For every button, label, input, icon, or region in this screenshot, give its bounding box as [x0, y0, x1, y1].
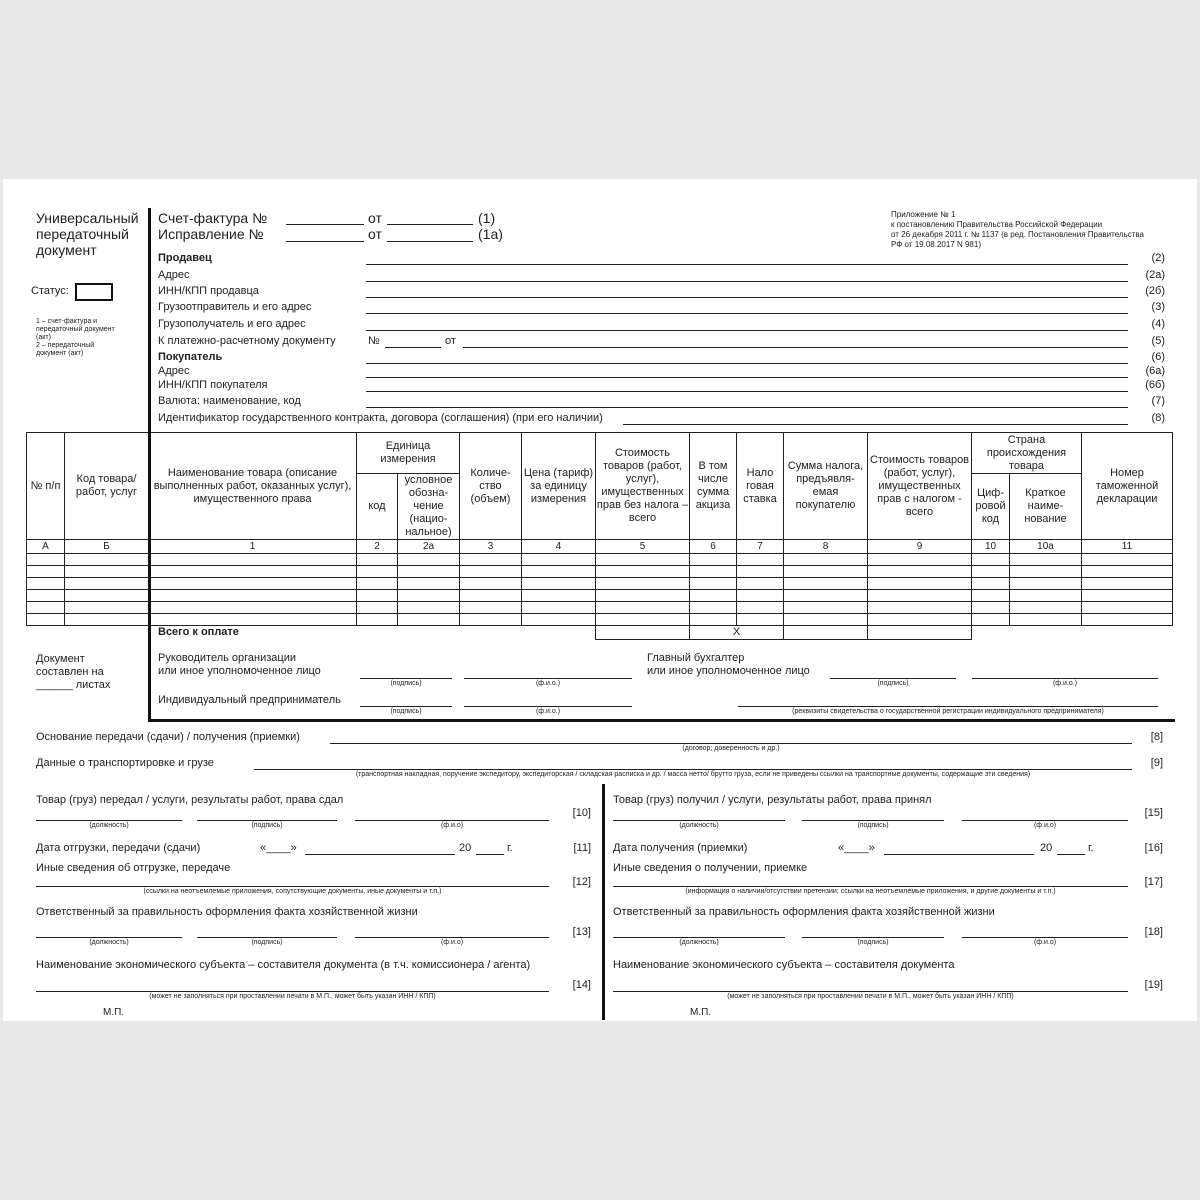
- received-sign-caption: (подпись): [857, 822, 889, 829]
- table-cell[interactable]: [65, 590, 149, 602]
- table-cell[interactable]: [65, 614, 149, 626]
- seller-row-field[interactable]: [366, 264, 1128, 265]
- table-cell[interactable]: [596, 554, 690, 566]
- table-cell[interactable]: [398, 614, 460, 626]
- th-customs-decl: Номер таможенной декларации: [1082, 433, 1173, 540]
- table-cell[interactable]: [27, 566, 65, 578]
- table-cell[interactable]: [784, 578, 868, 590]
- field-num-15: [15]: [1144, 807, 1163, 819]
- left-stamp-place: М.П.: [103, 1007, 125, 1018]
- recv-date-year-prefix: 20: [1040, 842, 1053, 854]
- seller-row-field[interactable]: [623, 424, 1128, 425]
- table-cell[interactable]: [1010, 578, 1082, 590]
- other-recv-caption: (информация о наличии/отсутствии претензии; ссылки на неотъемлемые приложения, и другие документы и т.п.): [685, 888, 1056, 895]
- column-number: 10а: [1010, 540, 1082, 554]
- ship-date-day[interactable]: «____»: [260, 842, 297, 854]
- seller-row-label: Адрес: [158, 365, 190, 377]
- handed-fio-caption: (ф.и.о): [440, 822, 464, 829]
- right-resp-position-field[interactable]: [613, 937, 785, 938]
- table-cell[interactable]: [972, 614, 1010, 626]
- seller-row-num: (3): [1151, 301, 1165, 313]
- table-cell[interactable]: [737, 602, 784, 614]
- field-num-16: [16]: [1144, 842, 1163, 854]
- ip-sign-caption: (подпись): [390, 708, 422, 715]
- seller-row-field[interactable]: [366, 313, 1128, 314]
- seller-row-num: (6б): [1145, 379, 1165, 391]
- table-cell[interactable]: [737, 590, 784, 602]
- table-cell[interactable]: [149, 554, 357, 566]
- table-cell[interactable]: [460, 614, 522, 626]
- field-num-8: [8]: [1150, 731, 1163, 743]
- table-cell[interactable]: [27, 602, 65, 614]
- table-cell[interactable]: [398, 566, 460, 578]
- seller-row-label: Грузополучатель и его адрес: [158, 318, 306, 330]
- table-cell[interactable]: [27, 578, 65, 590]
- th-product-code: Код товара/ работ, услуг: [65, 433, 149, 540]
- table-cell[interactable]: [1082, 554, 1173, 566]
- column-number: 9: [868, 540, 972, 554]
- column-number: 6: [690, 540, 737, 554]
- header-divider-bar: [148, 208, 151, 433]
- seller-row-label: Продавец: [158, 252, 212, 264]
- seller-row-num: (7): [1151, 395, 1165, 407]
- table-cell[interactable]: [522, 602, 596, 614]
- other-recv-field[interactable]: [613, 886, 1128, 887]
- table-cell[interactable]: [398, 578, 460, 590]
- table-cell[interactable]: [1010, 614, 1082, 626]
- seller-row-field[interactable]: [366, 391, 1128, 392]
- table-cell[interactable]: [460, 566, 522, 578]
- right-resp-position-caption: (должность): [679, 939, 719, 946]
- ip-label: Индивидуальный предприниматель: [158, 694, 341, 706]
- table-cell[interactable]: [65, 554, 149, 566]
- column-number: Б: [65, 540, 149, 554]
- right-resp-fio-caption: (ф.и.о): [1033, 939, 1057, 946]
- column-number: 2а: [398, 540, 460, 554]
- correction-from-label: от: [368, 226, 382, 242]
- right-resp-fio-field[interactable]: [962, 937, 1128, 938]
- chief-accountant-label: Главный бухгалтер или иное уполномоченное лицо: [647, 652, 810, 677]
- other-recv-label: Иные сведения о получении, приемке: [613, 862, 808, 874]
- seller-row-num: (6а): [1145, 365, 1165, 377]
- left-entity-label: Наименование экономического субъекта – составителя документа (в т.ч. комиссионера / агента): [36, 959, 531, 971]
- payment-doc-from-label: от: [445, 335, 456, 347]
- table-row: [27, 590, 1173, 602]
- center-divider-bar: [602, 784, 605, 1020]
- table-cell[interactable]: [690, 602, 737, 614]
- table-cell[interactable]: [460, 578, 522, 590]
- table-cell[interactable]: [27, 590, 65, 602]
- table-cell[interactable]: [596, 578, 690, 590]
- recv-date-label: Дата получения (приемки): [613, 842, 748, 854]
- th-unit: Единица измерения: [357, 433, 460, 474]
- column-number: 4: [522, 540, 596, 554]
- th-row-num: № п/п: [27, 433, 65, 540]
- table-row: [27, 578, 1173, 590]
- ip-fio-caption: (ф.и.о.): [535, 708, 561, 715]
- seller-row-num: (2б): [1145, 285, 1165, 297]
- right-resp-sign-caption: (подпись): [857, 939, 889, 946]
- left-resp-sign-field[interactable]: [197, 937, 337, 938]
- received-position-caption: (должность): [679, 822, 719, 829]
- table-cell[interactable]: [868, 614, 972, 626]
- table-cell[interactable]: [357, 554, 398, 566]
- table-cell[interactable]: [868, 602, 972, 614]
- seller-row-field[interactable]: [366, 377, 1128, 378]
- table-cell[interactable]: [27, 614, 65, 626]
- document-title: Универсальный передаточный документ: [36, 210, 139, 258]
- table-cell[interactable]: [737, 578, 784, 590]
- total-excise: Х: [690, 626, 784, 640]
- invoice-number-field[interactable]: [286, 224, 364, 225]
- right-entity-caption: (может не заполняться при проставлении печати в М.П., может быть указан ИНН / КПП): [727, 993, 1014, 1000]
- handed-position-field[interactable]: [36, 820, 182, 821]
- table-cell[interactable]: [460, 554, 522, 566]
- table-cell[interactable]: [737, 614, 784, 626]
- transport-caption: (транспортная накладная, поручение экспедитору, экспедиторская / складская расписка и др. / масса нетто/ брутто груза, если не приведены ссылки на транспортные документы, содержащие эти сведения): [355, 771, 1031, 778]
- table-cell[interactable]: [596, 590, 690, 602]
- table-cell[interactable]: [522, 614, 596, 626]
- table-cell[interactable]: [972, 590, 1010, 602]
- table-cell[interactable]: [690, 554, 737, 566]
- table-cell[interactable]: [784, 614, 868, 626]
- column-numbers-row: [27, 540, 1173, 554]
- recv-date-day[interactable]: «____»: [838, 842, 875, 854]
- seller-row-field[interactable]: [366, 363, 1128, 364]
- received-fio-caption: (ф.и.о): [1033, 822, 1057, 829]
- th-tax-rate: Нало говая ставка: [737, 433, 784, 540]
- right-resp-label: Ответственный за правильность оформления факта хозяйственной жизни: [613, 906, 995, 918]
- right-entity-label: Наименование экономического субъекта – составителя документа: [613, 959, 955, 971]
- seller-row-field[interactable]: [366, 407, 1128, 408]
- status-notes: 1 – счет-фактура и передаточный документ (акт) 2 – передаточный документ (акт): [36, 318, 115, 357]
- seller-row-field[interactable]: [366, 281, 1128, 282]
- column-number: 8: [784, 540, 868, 554]
- received-position-field[interactable]: [613, 820, 785, 821]
- th-price: Цена (тариф) за единицу измерения: [522, 433, 596, 540]
- th-country-name: Краткое наиме- нование: [1010, 474, 1082, 540]
- table-row: [27, 554, 1173, 566]
- table-cell[interactable]: [972, 578, 1010, 590]
- table-cell[interactable]: [149, 578, 357, 590]
- table-cell[interactable]: [690, 590, 737, 602]
- status-box[interactable]: [75, 283, 113, 301]
- table-cell[interactable]: [784, 566, 868, 578]
- accountant-fio-field[interactable]: [972, 678, 1158, 679]
- seller-row-label: ИНН/КПП продавца: [158, 285, 259, 297]
- received-fio-field[interactable]: [962, 820, 1128, 821]
- table-cell[interactable]: [357, 614, 398, 626]
- table-row: [27, 566, 1173, 578]
- table-cell[interactable]: [784, 602, 868, 614]
- table-cell[interactable]: [149, 614, 357, 626]
- column-number: 1: [149, 540, 357, 554]
- doc-compiled-sheets: Документ составлен на ______ листах: [36, 653, 111, 691]
- seller-row-num: (5): [1151, 335, 1165, 347]
- field-num-9: [9]: [1150, 757, 1163, 769]
- table-cell[interactable]: [1082, 566, 1173, 578]
- invoice-date-field[interactable]: [387, 224, 473, 225]
- handed-fio-field[interactable]: [355, 820, 549, 821]
- field-num-13: [13]: [572, 926, 591, 938]
- received-sign-field[interactable]: [802, 820, 944, 821]
- table-cell[interactable]: [1082, 614, 1173, 626]
- ship-date-year-prefix: 20: [459, 842, 472, 854]
- table-cell[interactable]: [1010, 602, 1082, 614]
- ship-date-month-field[interactable]: [305, 854, 455, 855]
- handed-position-caption: (должность): [89, 822, 129, 829]
- th-tax-sum: Сумма налога, предъявля- емая покупателю: [784, 433, 868, 540]
- recv-date-month-field[interactable]: [884, 854, 1034, 855]
- field-num-1a: (1а): [478, 226, 503, 242]
- table-cell[interactable]: [868, 590, 972, 602]
- table-cell[interactable]: [149, 590, 357, 602]
- upd-form-sheet: [3, 179, 1197, 1021]
- items-table: [26, 432, 1173, 640]
- table-cell[interactable]: [737, 566, 784, 578]
- seller-row-label: ИНН/КПП покупателя: [158, 379, 268, 391]
- th-country: Страна происхождения товара: [972, 433, 1082, 474]
- invoice-from-label: от: [368, 210, 382, 226]
- field-num-17: [17]: [1144, 876, 1163, 888]
- status-label: Статус:: [31, 285, 69, 297]
- column-number: 10: [972, 540, 1010, 554]
- column-number: 5: [596, 540, 690, 554]
- field-num-11: [11]: [573, 842, 591, 854]
- left-resp-sign-caption: (подпись): [251, 939, 283, 946]
- ip-fio-field[interactable]: [464, 706, 632, 707]
- other-ship-caption: (ссылки на неотъемлемые приложения, сопутствующие документы, иные документы и т.п.): [143, 888, 442, 895]
- column-number: 3: [460, 540, 522, 554]
- table-cell[interactable]: [65, 566, 149, 578]
- th-cost-with-tax: Стоимость товаров (работ, услуг), имущественных прав с налогом - всего: [868, 433, 972, 540]
- handed-label: Товар (груз) передал / услуги, результаты работ, права сдал: [36, 794, 344, 806]
- seller-row-num: (2а): [1145, 269, 1165, 281]
- table-cell[interactable]: [690, 614, 737, 626]
- table-cell[interactable]: [1082, 578, 1173, 590]
- table-cell[interactable]: [868, 566, 972, 578]
- payment-doc-number-field[interactable]: [385, 347, 441, 348]
- right-entity-field[interactable]: [613, 991, 1128, 992]
- table-row: [27, 614, 1173, 626]
- other-ship-label: Иные сведения об отгрузке, передаче: [36, 862, 231, 874]
- ip-sign-field[interactable]: [360, 706, 452, 707]
- transfer-basis-field[interactable]: [330, 743, 1132, 744]
- table-cell[interactable]: [784, 590, 868, 602]
- table-cell[interactable]: [596, 566, 690, 578]
- table-cell[interactable]: [868, 578, 972, 590]
- seller-row-field[interactable]: [463, 347, 1128, 348]
- ship-date-year-field[interactable]: [476, 854, 504, 855]
- total-row: [27, 626, 1173, 640]
- field-num-1: (1): [478, 210, 496, 226]
- left-resp-position-caption: (должность): [89, 939, 129, 946]
- column-number: 11: [1082, 540, 1173, 554]
- table-cell[interactable]: [784, 554, 868, 566]
- th-quantity: Количе- ство (объем): [460, 433, 522, 540]
- table-cell[interactable]: [522, 578, 596, 590]
- head-org-label: Руководитель организации или иное уполномоченное лицо: [158, 652, 321, 677]
- right-resp-sign-field[interactable]: [802, 937, 944, 938]
- handed-sign-caption: (подпись): [251, 822, 283, 829]
- handed-sign-field[interactable]: [197, 820, 337, 821]
- table-cell[interactable]: [1010, 566, 1082, 578]
- ship-date-year-suffix: г.: [507, 842, 513, 854]
- table-cell[interactable]: [972, 554, 1010, 566]
- table-cell[interactable]: [868, 554, 972, 566]
- correction-label: Исправление №: [158, 226, 264, 242]
- total-cost-no-tax[interactable]: [596, 626, 690, 640]
- table-cell[interactable]: [398, 554, 460, 566]
- total-cost-with-tax[interactable]: [868, 626, 972, 640]
- table-cell[interactable]: [522, 590, 596, 602]
- column-number: 7: [737, 540, 784, 554]
- right-stamp-place: М.П.: [690, 1007, 712, 1018]
- column-number: А: [27, 540, 65, 554]
- seller-row-num: (8): [1151, 412, 1165, 424]
- signature-divider-bar: [148, 432, 151, 722]
- table-cell[interactable]: [398, 602, 460, 614]
- table-cell[interactable]: [1082, 602, 1173, 614]
- table-cell[interactable]: [149, 566, 357, 578]
- invoice-label: Счет-фактура №: [158, 210, 268, 226]
- table-cell[interactable]: [357, 566, 398, 578]
- head-sign-caption: (подпись): [390, 680, 422, 687]
- table-cell[interactable]: [460, 590, 522, 602]
- th-country-code: Циф- ровой код: [972, 474, 1010, 540]
- table-cell[interactable]: [522, 566, 596, 578]
- table-cell[interactable]: [357, 578, 398, 590]
- head-fio-caption: (ф.и.о.): [535, 680, 561, 687]
- table-cell[interactable]: [27, 554, 65, 566]
- table-cell[interactable]: [522, 554, 596, 566]
- left-resp-fio-caption: (ф.и.о): [440, 939, 464, 946]
- seller-row-label: Адрес: [158, 269, 190, 281]
- accountant-sign-caption: (подпись): [877, 680, 909, 687]
- table-cell[interactable]: [1010, 590, 1082, 602]
- left-entity-field[interactable]: [36, 991, 549, 992]
- table-cell[interactable]: [972, 602, 1010, 614]
- appendix-note: Приложение № 1 к постановлению Правительства Российской Федерации от 26 декабря 2011 г. № 1137 (в ред. Постановления Правительства РФ от 19.08.2017 N 981): [891, 210, 1144, 249]
- transport-field[interactable]: [254, 769, 1132, 770]
- field-num-18: [18]: [1144, 926, 1163, 938]
- correction-number-field[interactable]: [286, 241, 364, 242]
- correction-date-field[interactable]: [387, 241, 473, 242]
- table-cell[interactable]: [690, 578, 737, 590]
- head-fio-field[interactable]: [464, 678, 632, 679]
- accountant-fio-caption: (ф.и.о.): [1052, 680, 1078, 687]
- seller-row-label: Грузоотправитель и его адрес: [158, 301, 312, 313]
- th-unit-code: код: [357, 474, 398, 540]
- received-label: Товар (груз) получил / услуги, результаты работ, права принял: [613, 794, 932, 806]
- transport-label: Данные о транспортировке и грузе: [36, 757, 214, 769]
- left-resp-fio-field[interactable]: [355, 937, 549, 938]
- th-product-name: Наименование товара (описание выполненных работ, оказанных услуг), имущественного права: [149, 433, 357, 540]
- recv-date-year-field[interactable]: [1057, 854, 1085, 855]
- ship-date-label: Дата отгрузки, передачи (сдачи): [36, 842, 201, 854]
- table-cell[interactable]: [65, 602, 149, 614]
- seller-row-num: (4): [1151, 318, 1165, 330]
- table-cell[interactable]: [1082, 590, 1173, 602]
- table-cell[interactable]: [460, 602, 522, 614]
- table-cell[interactable]: [596, 602, 690, 614]
- seller-row-num: (6): [1151, 351, 1165, 363]
- table-cell[interactable]: [690, 566, 737, 578]
- head-sign-field[interactable]: [360, 678, 452, 679]
- seller-row-field[interactable]: [366, 330, 1128, 331]
- transfer-basis-caption: (договор; доверенность и др.): [682, 745, 780, 752]
- table-row: [27, 602, 1173, 614]
- field-num-10: [10]: [572, 807, 591, 819]
- field-num-14: [14]: [572, 979, 591, 991]
- recv-date-year-suffix: г.: [1088, 842, 1094, 854]
- ip-registration-caption: (реквизиты свидетельства о государственной регистрации индивидуального предпринимателя): [792, 708, 1104, 715]
- th-excise: В том числе сумма акциза: [690, 433, 737, 540]
- column-number: 2: [357, 540, 398, 554]
- table-cell[interactable]: [1010, 554, 1082, 566]
- table-cell[interactable]: [972, 566, 1010, 578]
- payment-doc-no-label: №: [368, 335, 380, 347]
- transfer-basis-label: Основание передачи (сдачи) / получения (приемки): [36, 731, 300, 743]
- field-num-12: [12]: [572, 876, 591, 888]
- seller-row-num: (2): [1151, 252, 1165, 264]
- seller-row-label: Валюта: наименование, код: [158, 395, 301, 407]
- table-cell[interactable]: [357, 590, 398, 602]
- table-cell[interactable]: [737, 554, 784, 566]
- seller-row-field[interactable]: [366, 297, 1128, 298]
- th-unit-symbol: условное обозна- чение (нацио- нальное): [398, 474, 460, 540]
- left-resp-position-field[interactable]: [36, 937, 182, 938]
- table-cell[interactable]: [65, 578, 149, 590]
- accountant-sign-field[interactable]: [830, 678, 956, 679]
- table-cell[interactable]: [149, 602, 357, 614]
- table-cell[interactable]: [596, 614, 690, 626]
- seller-row-label: Покупатель: [158, 351, 223, 363]
- signature-bottom-bar: [148, 719, 1175, 722]
- total-tax-sum[interactable]: [784, 626, 868, 640]
- left-entity-caption: (может не заполняться при проставлении печати в М.П., может быть указан ИНН / КПП): [149, 993, 436, 1000]
- ip-registration-field[interactable]: [738, 706, 1158, 707]
- seller-row-label: Идентификатор государственного контракта, договора (соглашения) (при его наличии): [158, 412, 603, 424]
- other-ship-field[interactable]: [36, 886, 549, 887]
- table-cell[interactable]: [398, 590, 460, 602]
- th-cost-no-tax: Стоимость товаров (работ, услуг), имущественных прав без налога – всего: [596, 433, 690, 540]
- seller-row-label: К платежно-расчетному документу: [158, 335, 336, 347]
- left-resp-label: Ответственный за правильность оформления факта хозяйственной жизни: [36, 906, 418, 918]
- field-num-19: [19]: [1144, 979, 1163, 991]
- table-cell[interactable]: [357, 602, 398, 614]
- total-label: Всего к оплате: [149, 626, 596, 640]
